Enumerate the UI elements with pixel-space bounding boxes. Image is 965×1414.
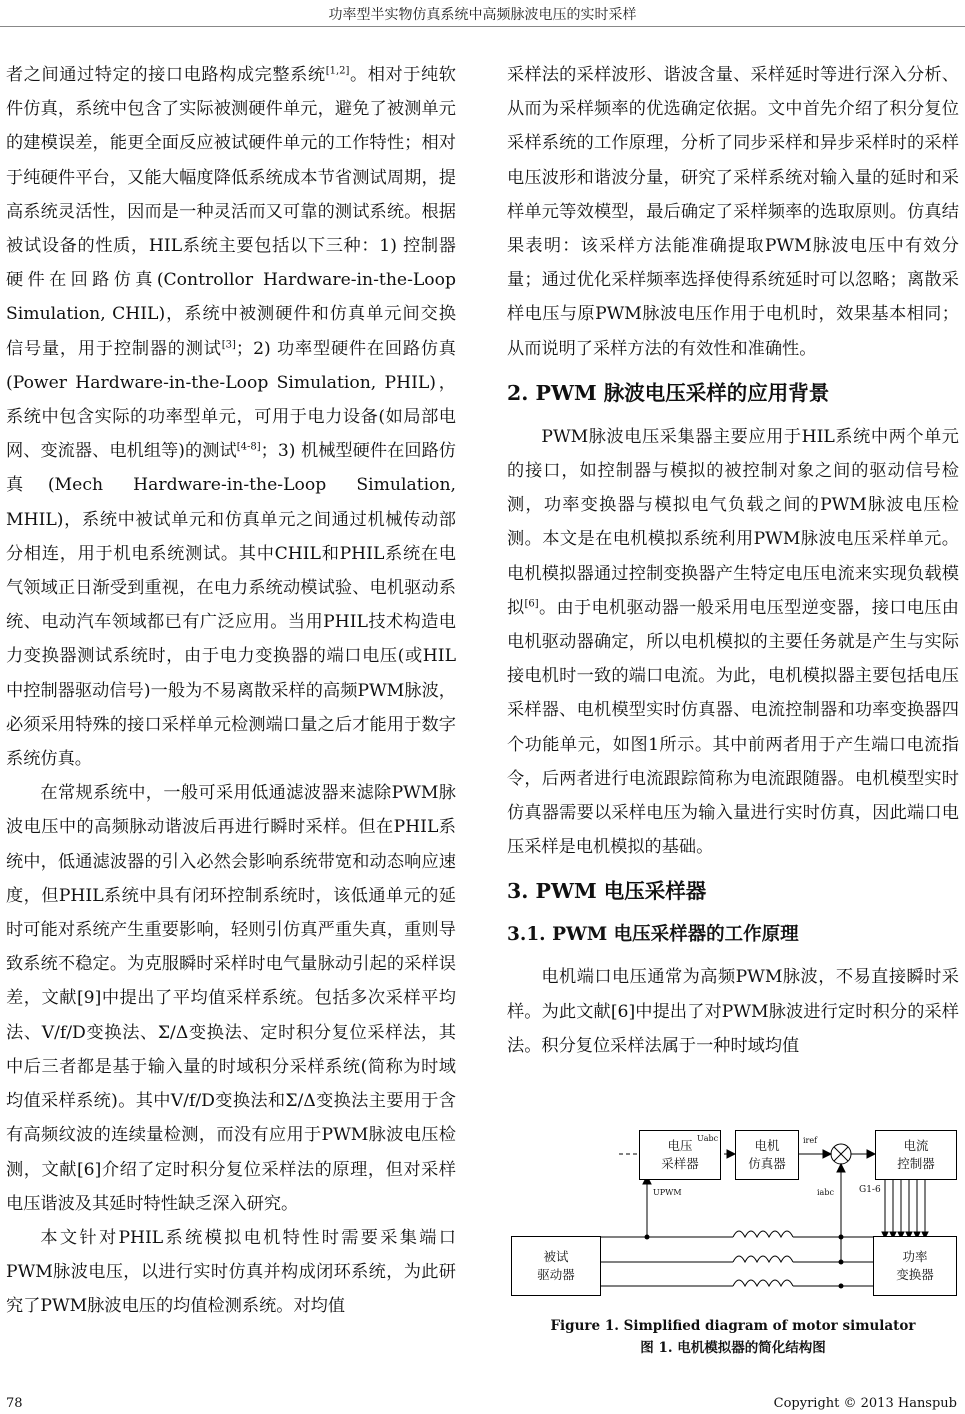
citation: [4-8] (236, 441, 261, 453)
section-heading: 2. PWM 脉波电压采样的应用背景 (507, 380, 830, 405)
current-controller-box: 电流 控制器 (875, 1130, 957, 1180)
right-column (507, 58, 959, 1063)
text-run: 。相对于纯软件仿真，系统中包含了实际被测硬件单元，避免了被测单元的建模误差，能更全面反应被试硬件单元的工作特性；相对于纯硬件平台，又能大幅度降低系统成本节省测试周期，提高系统灵活性，因而是一种灵活而又可靠的测试系统。根据被试设备的性质，HIL系统主要包括以下三种：1) 控制器硬件在回路仿真(Controllor Hardware-in-the-Loop Simulation, CHIL)，系统中被测硬件和仿真单元间交换信号量，用于控制器的测试 (6, 65, 456, 359)
page-number: 78 (6, 1396, 23, 1411)
gate-signal-label: G1-6 (859, 1185, 881, 1195)
left-column (6, 58, 456, 1324)
text-run: 。由于电机驱动器一般采用电压型逆变器，接口电压由电机驱动器确定，所以电机模拟的主要任务就是产生与实际接电机时一致的端口电流。为此，电机模拟器主要包括电压采样器、电机模型实时仿真器、电流控制器和功率变换器四个功能单元，如图1所示。其中前两者用于产生端口电流指令，后两者进行电流跟踪简称为电流跟随器。电机模型实时仿真器需要以采样电压为输入量进行实时仿真，因此端口电压采样是电机模拟的基础。 (507, 597, 959, 858)
text-run: 者之间通过特定的接口电路构成完整系统 (6, 65, 326, 85)
paragraph: 采样法的采样波形、谐波含量、采样延时等进行深入分析、从而为采样频率的优选确定依据。文中首先介绍了积分复位采样系统的工作原理，分析了同步采样和异步采样时的采样电压波形和谐波分量，研究了采样系统对输入量的延时和采样单元等效模型，最后确定了采样频率的选取原则。仿真结果表明：该采样方法能准确提取PWM脉波电压中有效分量；通过优化采样频率选择使得系统延时可以忽略；离散采样电压与原PWM脉波电压作用于电机时，效果基本相同；从而说明了采样方法的有效性和准确性。 (507, 65, 959, 359)
citation: [3] (221, 338, 236, 350)
iref-label: iref (803, 1136, 818, 1145)
citation: [1,2] (325, 65, 350, 77)
power-converter-box: 功率 变换器 (873, 1236, 957, 1296)
motor-simulator-box: 电机 仿真器 (735, 1130, 799, 1180)
figure-motor-simulator (507, 1112, 959, 1312)
running-header: 功率型半实物仿真系统中高频脉波电压的实时采样 (328, 7, 637, 23)
text-run: PWM脉波电压采集器主要应用于HIL系统中两个单元的接口，如控制器与模拟的被控制对象之间的驱动信号检测，功率变换器与模拟电气负载之间的PWM脉波电压检测。本文是在电机模拟系统利用PWM脉波电压采样单元。电机模拟器通过控制变换器产生特定电压电流来实现负载模拟 (507, 426, 959, 618)
figure-caption-en: Figure 1. Simplified diagram of motor simulator (550, 1318, 916, 1334)
citation: [6] (524, 598, 539, 610)
driver-under-test-box: 被试 驱动器 (511, 1236, 601, 1296)
paragraph (6, 58, 456, 776)
paragraph: 本文针对PHIL系统模拟电机特性时需要采集端口PWM脉波电压，以进行实时仿真并构成闭环系统，为此研究了PWM脉波电压的均值检测系统。对均值 (6, 1227, 456, 1317)
upwm-label: UPWM (653, 1188, 682, 1197)
header-rule (0, 26, 965, 27)
text-run: ；3) 机械型硬件在回路仿真(Mech Hardware-in-the-Loop Simulation, MHIL)，系统中被试单元和仿真单元之间通过机械传动部分相连，用于机电系统测试。其中CHIL和PHIL系统在电气领域正日渐受到重视，在电力系统动模试验、电机驱动系统、电动汽车领域都已有广泛应用。当用PHIL技术构造电力变换器测试系统时，由于电力变换器的端口电压(或HIL中控制器驱动信号)一般为不易离散采样的高频PWM脉波，必须采用特殊的接口采样单元检测端口量之后才能用于数字系统仿真。 (6, 441, 456, 770)
paragraph: 在常规系统中，一般可采用低通滤波器来滤除PWM脉波电压中的高频脉动谐波后再进行瞬时采样。但在PHIL系统中，低通滤波器的引入必然会影响系统带宽和动态响应速度，但PHIL系统中具有闭环控制系统时，该低通单元的延时可能对系统产生重要影响，轻则引仿真严重失真，重则导致系统不稳定。为克服瞬时采样时电气量脉动引起的采样误差，文献[9]中提出了平均值采样系统。包括多次采样平均法、V/f/D变换法、Σ/Δ变换法、定时积分复位采样法，其中后三者都是基于输入量的时域积分采样系统(简称为时域均值采样系统)。其中V/f/D变换法和Σ/Δ变换法主要用于含有高频纹波的连续量检测，而没有应用于PWM脉波电压检测，文献[6]介绍了定时积分复位采样法的原理，但对采样电压谐波及其延时特性缺乏深入研究。 (6, 783, 456, 1214)
text-run: ；2) 功率型硬件在回路仿真(Power Hardware-in-the-Loop Simulation, PHIL)，系统中包含实际的功率型单元，可用于电力设备(如局部电网、变流器、电机组等)的测试 (6, 338, 456, 462)
subsection-heading: 3.1. PWM 电压采样器的工作原理 (507, 924, 799, 946)
uabc-label: Uabc (697, 1134, 719, 1143)
section-heading: 3. PWM 电压采样器 (507, 879, 707, 904)
paragraph: 电机端口电压通常为高频PWM脉波，不易直接瞬时采样。为此文献[6]中提出了对PWM脉波进行定时积分的采样法。积分复位采样法属于一种时域均值 (507, 967, 959, 1056)
voltage-sampler-box: 电压 采样器 (639, 1130, 721, 1180)
copyright: Copyright © 2013 Hanspub (773, 1396, 957, 1411)
figure-caption-cn: 图 1. 电机模拟器的简化结构图 (640, 1340, 826, 1356)
iabc-label: iabc (817, 1188, 834, 1197)
paragraph (507, 420, 959, 865)
